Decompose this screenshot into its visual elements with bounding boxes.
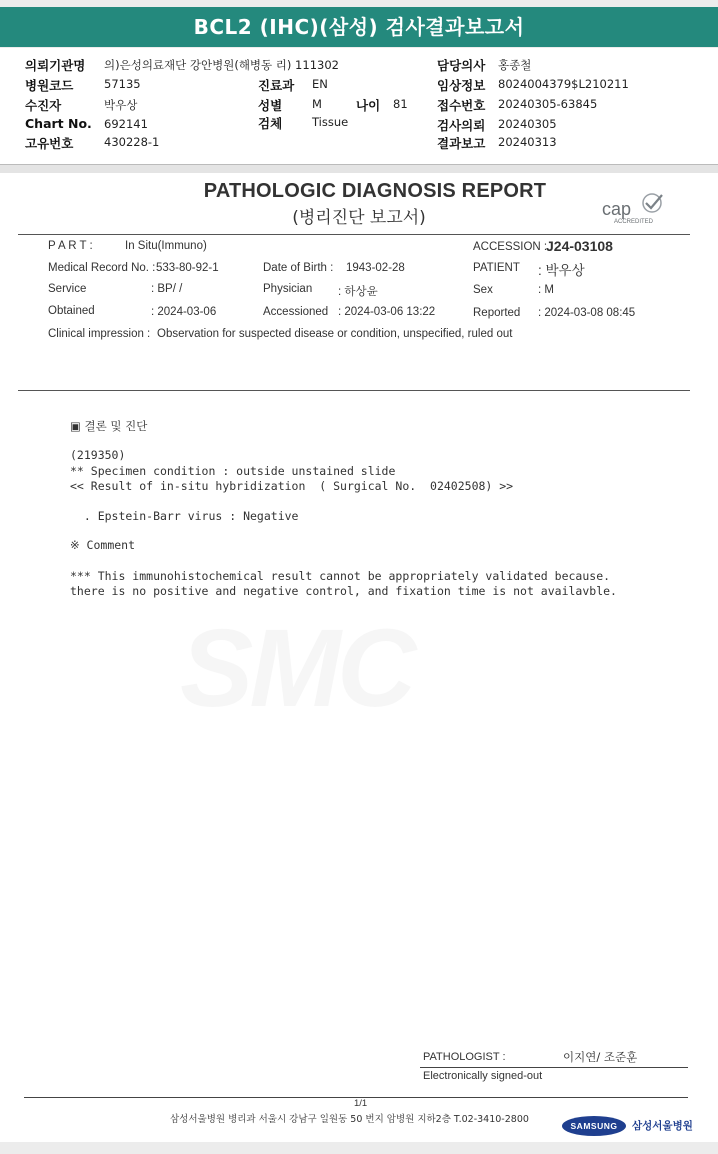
report-title-korean: (병리진단 보고서)	[292, 208, 426, 228]
institution-label: 의뢰기관명	[25, 58, 86, 73]
body-line: ** Specimen condition : outside unstained slide	[70, 464, 396, 478]
dob-label: Date of Birth :	[263, 262, 334, 274]
part-value: In Situ(Immuno)	[125, 240, 207, 252]
comment-heading: ※ Comment	[70, 538, 136, 552]
doctor-value: 홍종철	[498, 58, 532, 72]
request-info-header	[0, 48, 718, 166]
physician-label: Physician	[263, 283, 313, 295]
banner	[0, 0, 718, 48]
pathologist-label: PATHOLOGIST :	[423, 1051, 506, 1063]
age-value: 81	[393, 97, 408, 111]
clinical-impression-label: Clinical impression :	[48, 328, 151, 340]
cap-logo-text: cap	[602, 199, 632, 219]
accessioned-value: : 2024-03-06 13:22	[338, 306, 436, 318]
age-label: 나이	[356, 98, 381, 113]
specimen-value: Tissue	[312, 115, 349, 129]
physician-value: : 하상윤	[338, 286, 378, 298]
cap-logo-subtext: ACCREDITED	[614, 219, 654, 225]
unique-no-value: 430228-1	[104, 135, 160, 149]
sex-label: 성별	[258, 98, 283, 113]
report-banner-title: BCL2 (IHC)(삼성) 검사결과보고서	[0, 7, 718, 47]
samsung-logo: SAMSUNG	[562, 1116, 626, 1136]
sex-value-report: : M	[538, 284, 554, 296]
section-gap	[0, 165, 718, 173]
chart-no-value: 692141	[104, 117, 148, 131]
section-heading: ▣ 결론 및 진단	[70, 419, 148, 433]
footer-address: 삼성서울병원 병리과 서울시 강남구 일원동 50 번지 암병원 지하2층 T.02-3410-2800	[170, 1114, 529, 1125]
accession-label: ACCESSION :	[473, 241, 548, 253]
doctor-label: 담당의사	[437, 58, 486, 73]
body-line: there is no positive and negative control, and fixation time is not availavble.	[70, 584, 617, 598]
patient-name-value: 박우상	[104, 98, 138, 112]
request-date-label: 검사의뢰	[437, 118, 486, 133]
body-line: << Result of in-situ hybridization ( Surgical No. 02402508) >>	[70, 479, 514, 493]
report-title-english: PATHOLOGIC DIAGNOSIS REPORT	[203, 180, 547, 202]
body-line: (219350)	[70, 448, 126, 462]
report-date-value: 20240313	[498, 135, 557, 149]
obtained-value: : 2024-03-06	[151, 306, 217, 318]
obtained-label: Obtained	[48, 305, 95, 317]
signed-out-text: Electronically signed-out	[423, 1070, 543, 1082]
report-middle-rule	[18, 390, 690, 391]
sex-label-report: Sex	[473, 284, 493, 296]
body-line: *** This immunohistochemical result cannot be appropriately validated because.	[70, 569, 611, 583]
specimen-label: 검체	[258, 116, 283, 131]
part-label: P A R T :	[48, 240, 93, 252]
clinical-info-value: 8024004379$L210211	[498, 77, 629, 91]
report-top-rule	[18, 234, 690, 235]
body-line: . Epstein-Barr virus : Negative	[70, 509, 299, 523]
request-date-value: 20240305	[498, 117, 557, 131]
hospital-code-label: 병원코드	[25, 78, 74, 93]
page-number: 1/1	[354, 1098, 368, 1109]
signature-rule	[420, 1067, 688, 1068]
accessioned-label: Accessioned	[263, 306, 329, 318]
pathologist-value: 이지연/ 조준훈	[563, 1050, 638, 1064]
smc-watermark	[180, 605, 412, 732]
clinical-impression-value: Observation for suspected disease or condition, unspecified, ruled out	[157, 328, 513, 340]
report-date-label: 결과보고	[437, 136, 486, 151]
patient-value: : 박우상	[538, 263, 585, 278]
clinical-info-label: 임상정보	[437, 78, 486, 93]
dept-value: EN	[312, 77, 328, 91]
reported-value: : 2024-03-08 08:45	[538, 307, 636, 319]
patient-name-label: 수진자	[25, 98, 62, 113]
footer-rule	[24, 1097, 688, 1098]
dept-label: 진료과	[258, 78, 295, 93]
mrn-label: Medical Record No. :	[48, 262, 156, 274]
bottom-strip	[0, 1142, 718, 1154]
receipt-no-value: 20240305-63845	[498, 97, 598, 111]
sex-value: M	[312, 97, 322, 111]
hospital-code-value: 57135	[104, 77, 141, 91]
chart-no-label: Chart No.	[25, 116, 92, 131]
accession-value: J24-03108	[546, 238, 613, 254]
patient-label: PATIENT	[473, 262, 520, 274]
institution-value: 의)은성의료재단 강안병원(해병동 리) 111302	[104, 58, 339, 72]
reported-label: Reported	[473, 307, 521, 319]
hospital-logo-text: 삼성서울병원	[632, 1120, 693, 1132]
dob-value: 1943-02-28	[346, 262, 405, 274]
unique-no-label: 고유번호	[25, 136, 74, 151]
service-value: : BP/ /	[151, 283, 183, 295]
cap-accredited-logo	[600, 192, 670, 226]
receipt-no-label: 접수번호	[437, 98, 486, 113]
mrn-value: 533-80-92-1	[156, 262, 219, 274]
service-label: Service	[48, 283, 87, 295]
